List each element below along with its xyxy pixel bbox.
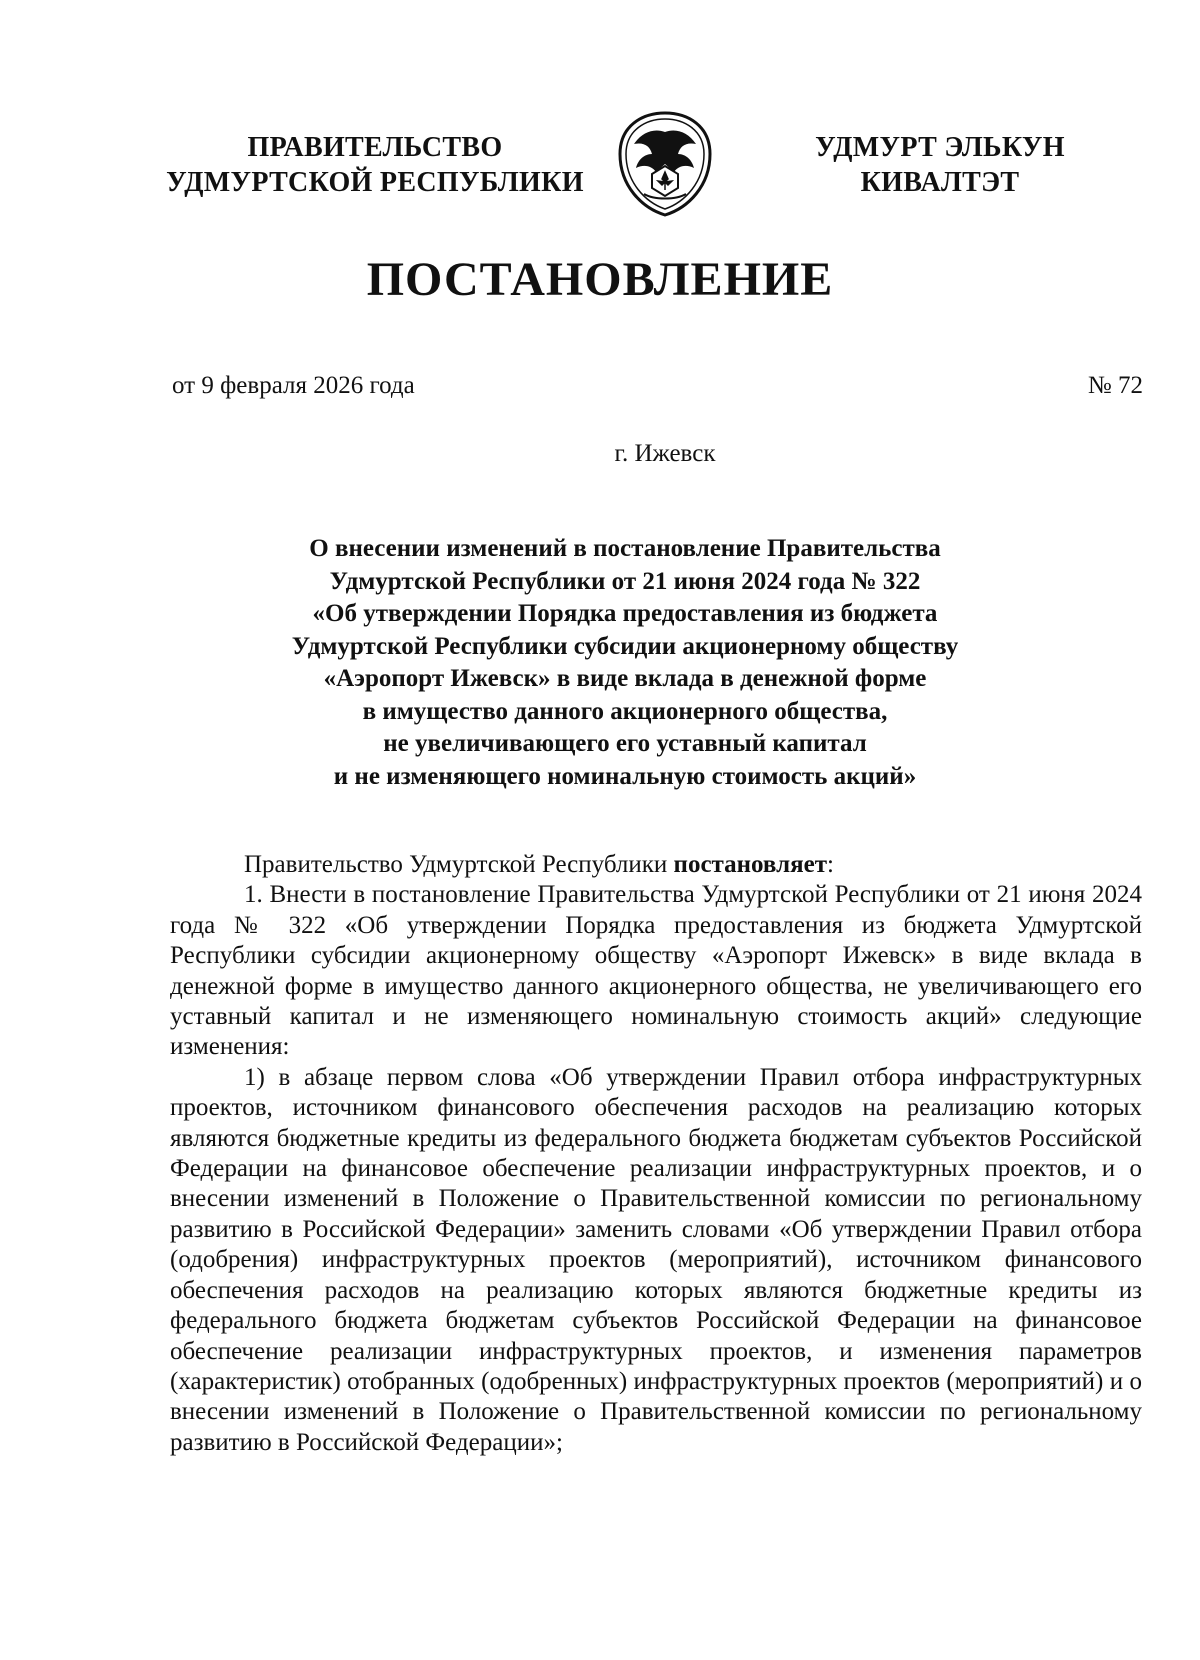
title-line: О внесении изменений в постановление Правительства — [309, 535, 941, 562]
issuer-udmurt-line-1: УДМУРТ ЭЛЬКУН — [815, 132, 1065, 163]
issuer-line-1: ПРАВИТЕЛЬСТВО — [247, 132, 503, 163]
intro-resolves: постановляет — [673, 851, 828, 878]
paragraph-item-1: 1. Внести в постановление Правительства Удмуртской Республики от 21 июня 2024 года № 322 «Об утверждении Порядка предоставления из бюджета Удмуртской Республики субсидии акционерному обществу «Аэропорт Ижевск» в виде вклада в денежной форме в имущество данного акционерного общества, не увеличивающего его уставный капитал и не изменяющего номинальную стоимость акций» следующие изменения: — [170, 881, 1142, 1061]
title-line: Удмуртской Республики от 21 июня 2024 года № 322 — [329, 567, 921, 595]
title-line: и не изменяющего номинальную стоимость акций» — [333, 762, 917, 790]
issuer-line-2: УДМУРТСКОЙ РЕСПУБЛИКИ — [166, 167, 584, 198]
udmurt-coat-of-arms-icon — [614, 110, 716, 218]
document-body — [170, 850, 1142, 1458]
intro-paragraph — [170, 850, 1142, 880]
issuer-name-russian — [160, 130, 590, 200]
issuer-name-udmurt — [795, 130, 1085, 200]
paragraph-subitem-1: 1) в абзаце первом слова «Об утверждении Правил отбора инфраструктурных проектов, источником финансового обеспечения расходов на реализацию которых являются бюджетные кредиты из федерального бюджета бюджетам субъектов Российской Федерации на финансовое обеспечение реализации инфраструктурных проектов, и о внесении изменений в Положение о Правительственной комиссии по региональному развитию в Российской Федерации» заменить словами «Об утверждении Правил отбора (одобрения) инфраструктурных проектов (мероприятий), источником финансового обеспечения расходов на реализацию которых являются бюджетные кредиты из федерального бюджета бюджетам субъектов Российской Федерации на финансовое обеспечение реализации инфраструктурных проектов, и изменения параметров (характеристик) отобранных (одобренных) инфраструктурных проектов (мероприятий) и о внесении изменений в Положение о Правительственной комиссии по региональному развитию в Российской Федерации»; — [170, 1063, 1142, 1456]
intro-text: Правительство Удмуртской Республики — [244, 851, 674, 878]
issuer-udmurt-line-2: КИВАЛТЭТ — [860, 167, 1020, 198]
document-city: г. Ижевск — [614, 440, 716, 467]
document-type: ПОСТАНОВЛЕНИЕ — [366, 253, 834, 306]
document-title — [230, 533, 1020, 793]
title-line: не увеличивающего его уставный капитал — [383, 730, 867, 757]
title-line: в имущество данного акционерного общества, — [362, 697, 888, 725]
title-line: «Аэропорт Ижевск» в виде вклада в денежной форме — [323, 665, 927, 692]
title-line: Удмуртской Республики субсидии акционерному обществу — [291, 632, 959, 660]
title-line: «Об утверждении Порядка предоставления из бюджета — [312, 600, 938, 627]
intro-colon: : — [827, 851, 834, 878]
document-date: от 9 февраля 2026 года — [172, 372, 415, 399]
document-number: № 72 — [1087, 372, 1143, 399]
